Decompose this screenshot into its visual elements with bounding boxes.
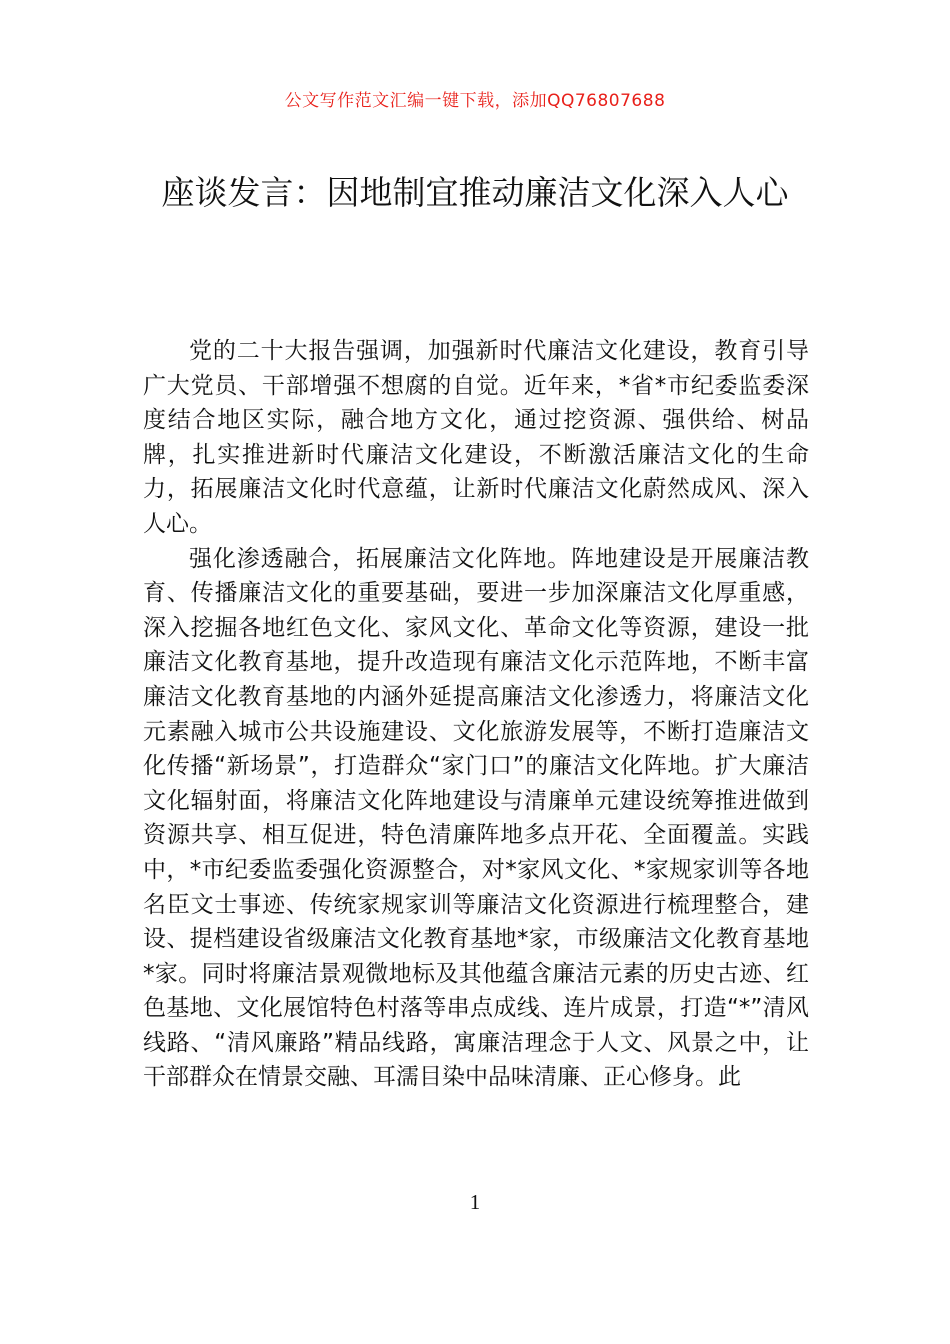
- page-number: 1: [469, 1190, 481, 1214]
- paragraph-strengthen-integration: 强化渗透融合，拓展廉洁文化阵地。阵地建设是开展廉洁教育、传播廉洁文化的重要基础，要进一步加深廉洁文化厚重感，深入挖掘各地红色文化、家风文化、革命文化等资源，建设一批廉洁文化教育基地，提升改造现有廉洁文化示范阵地，不断丰富廉洁文化教育基地的内涵外延提高廉洁文化渗透力，将廉洁文化元素融入城市公共设施建设、文化旅游发展等，不断打造廉洁文化传播“新场景”，打造群众“家门口”的廉洁文化阵地。扩大廉洁文化辐射面，将廉洁文化阵地建设与清廉单元建设统筹推进做到资源共享、相互促进，特色清廉阵地多点开花、全面覆盖。实践中，*市纪委监委强化资源整合，对*家风文化、*家规家训等各地名臣文士事迹、传统家规家训等廉洁文化资源进行梳理整合，建设、提档建设省级廉洁文化教育基地*家，市级廉洁文化教育基地*家。同时将廉洁景观微地标及其他蕴含廉洁元素的历史古迹、红色基地、文化展馆特色村落等串点成线、连片成景，打造“*”清风线路、“清风廉路”精品线路，寓廉洁理念于人文、风景之中，让干部群众在情景交融、耳濡目染中品味清廉、正心修身。此: [143, 545, 809, 1091]
- download-promo-note: 公文写作范文汇编一键下载，添加QQ76807688: [284, 91, 666, 111]
- paragraph-intro: 党的二十大报告强调，加强新时代廉洁文化建设，教育引导广大党员、干部增强不想腐的自觉。近年来，*省*市纪委监委深度结合地区实际，融合地方文化，通过挖资源、强供给、树品牌，扎实推进新时代廉洁文化建设，不断激活廉洁文化的生命力，拓展廉洁文化时代意蕴，让新时代廉洁文化蔚然成风、深入人心。: [143, 338, 809, 537]
- document-body: [143, 334, 809, 1095]
- document-title: 座谈发言：因地制宜推动廉洁文化深入人心: [161, 173, 789, 212]
